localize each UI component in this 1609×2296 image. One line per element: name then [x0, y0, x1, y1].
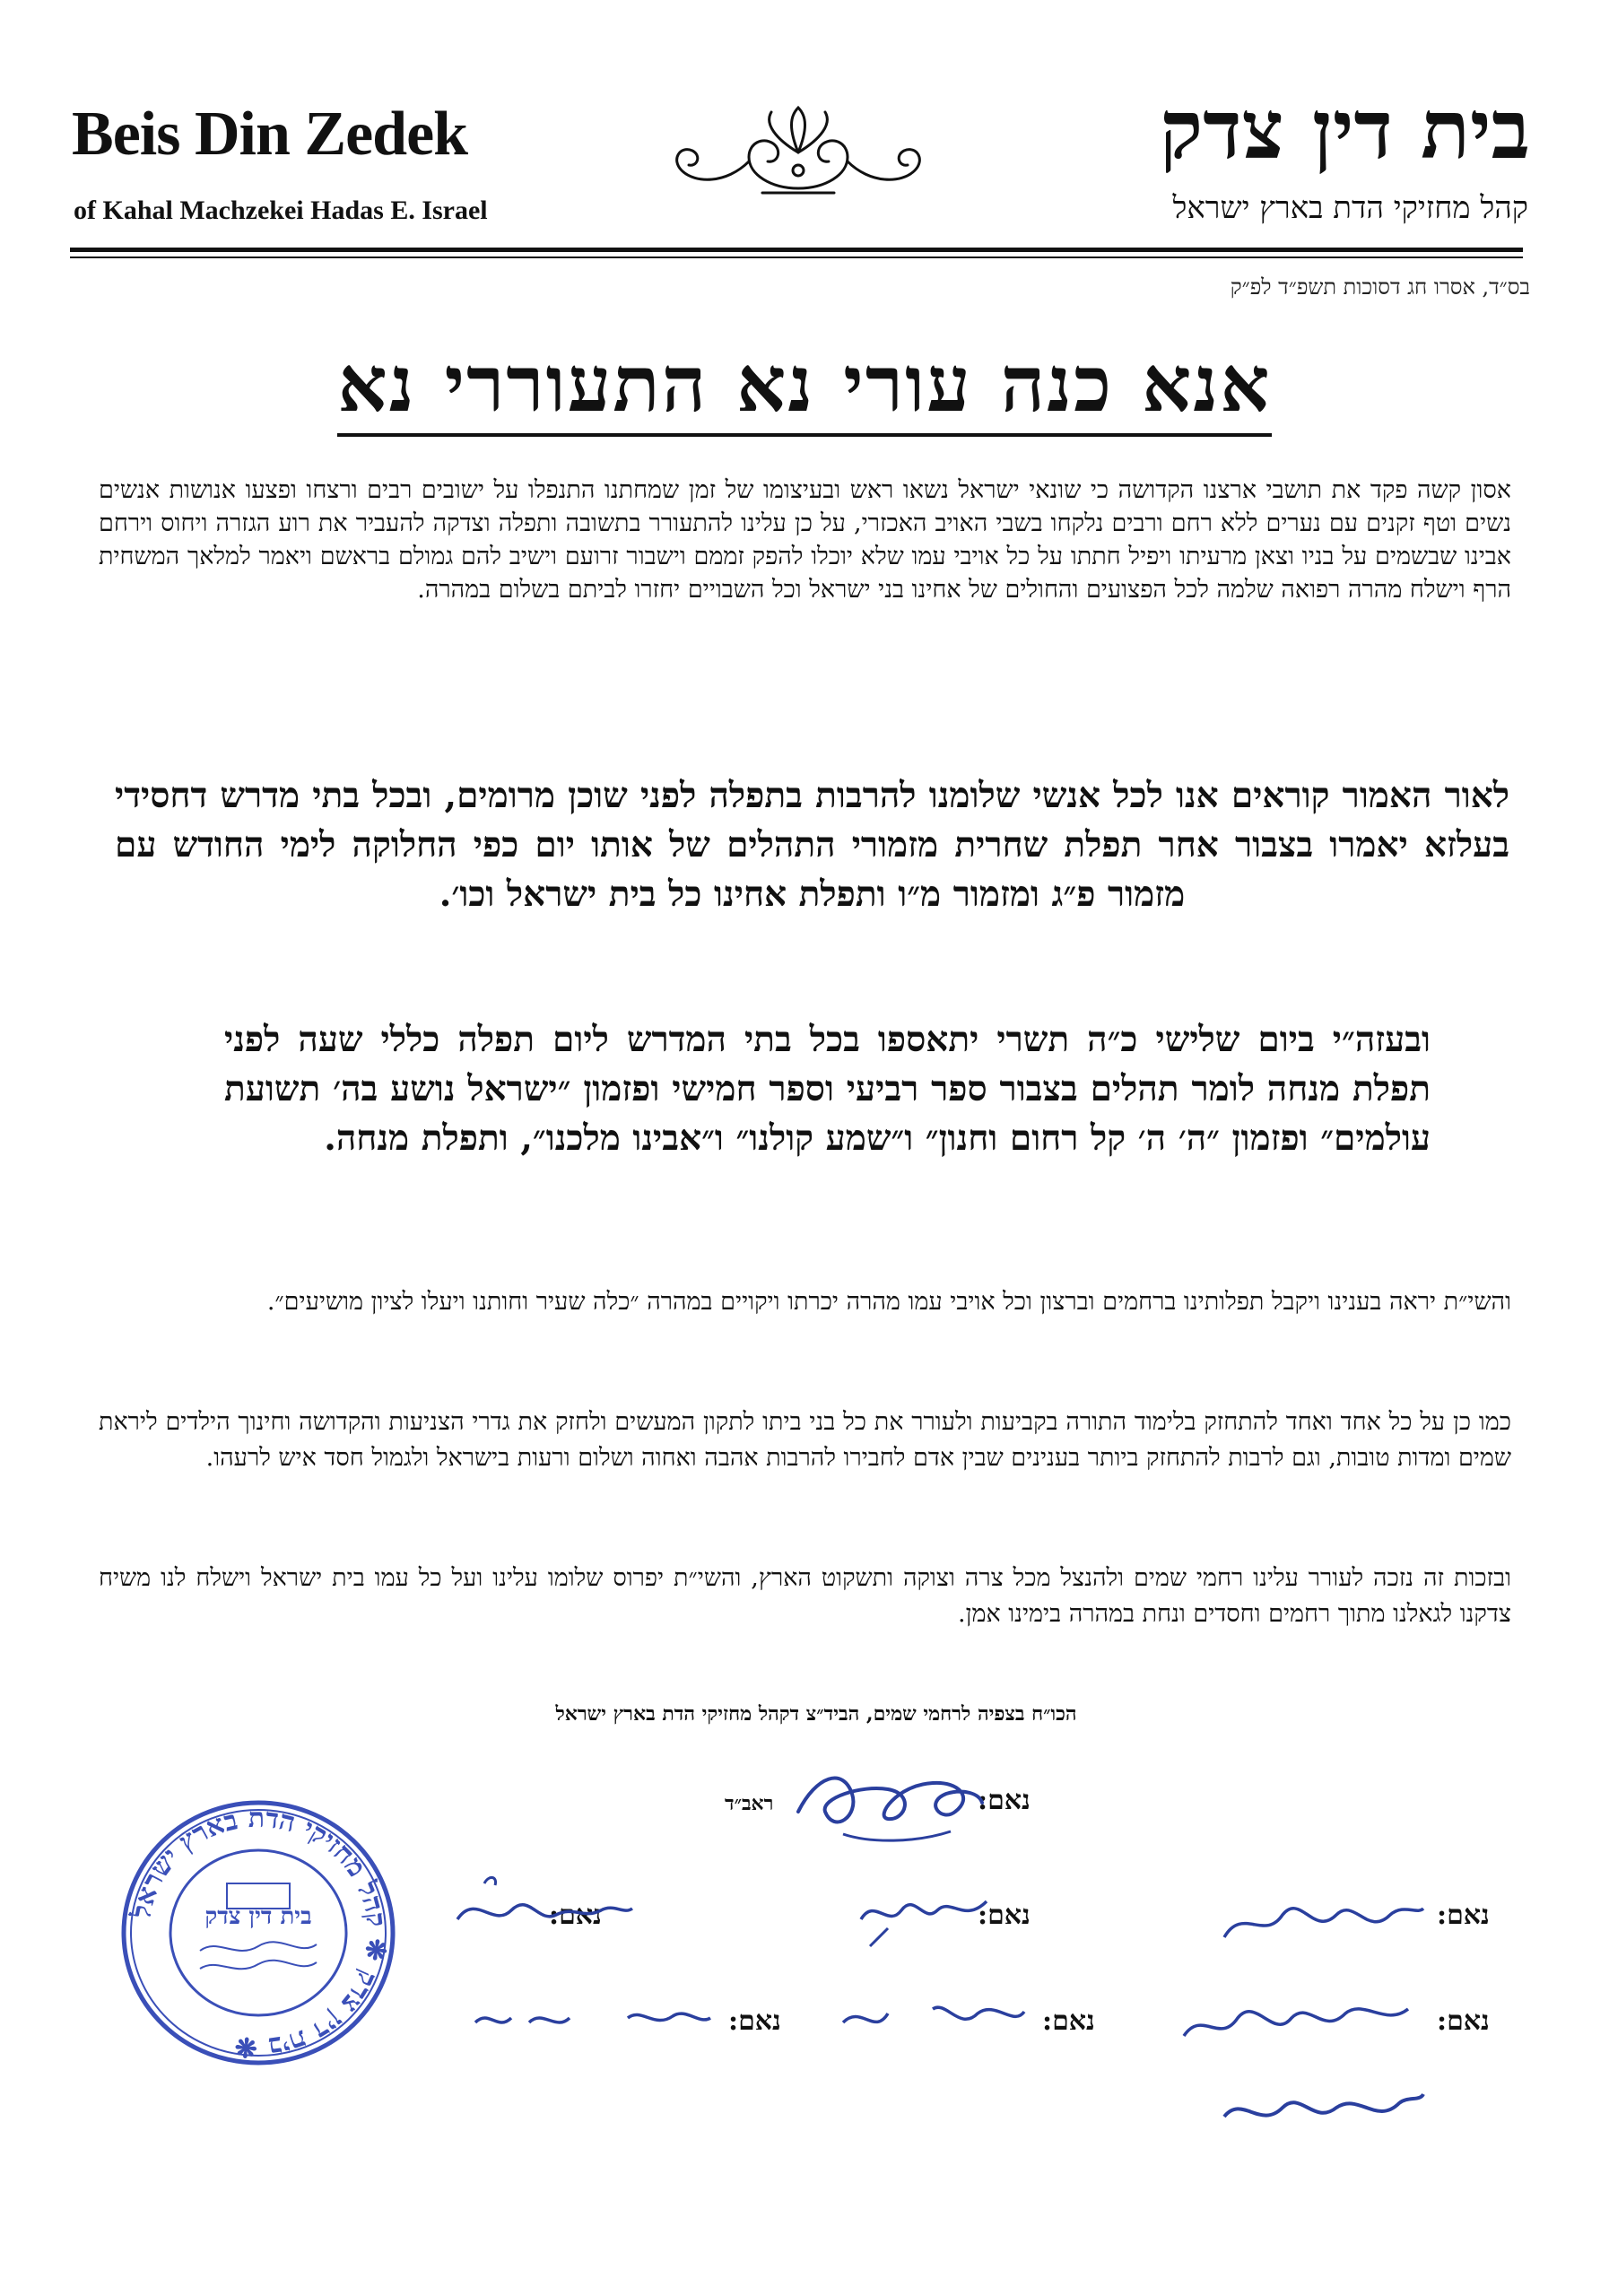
signature-label: נאם:	[978, 1900, 1031, 1931]
seal-ring-text: בית דין צדק ❋ קהל מחזיקי הדת בארץ ישראל ❋	[126, 1802, 393, 2064]
ornament-flourish-icon	[664, 99, 933, 206]
letterhead-hebrew-title: בית דין צדק	[1160, 83, 1530, 178]
headline	[0, 339, 1609, 430]
signature-label: נאם:	[1437, 2005, 1490, 2037]
signature-scrawl	[1215, 1874, 1431, 1964]
signature-label: נאם:	[1042, 2005, 1095, 2037]
paragraph-4: והשי״ת יראה בענינו ויקבל תפלותינו ברחמים וברצון וכל אויבי עמו מהרה יכרתו ויקויים במהרה ״כלה שעיר וחותנו ויעלו לציון מושיעים״.	[266, 1288, 1511, 1316]
paragraph-1: אסון קשה פקד את תושבי ארצנו הקדושה כי שונאי ישראל נשאו ראש ובעיצומו של זמן שמחתנו התנפלו על ישובים רבים ורצחו ופצעו אנושות אנשים נשים וטף זקנים עם נערים ללא רחם ורבים נלקחו בשבי האויב האכזרי, על כן עלינו להתעורר בתשובה ותפלה וצדקה להעביר את רוע הגזרה ויחוס וירחם אבינו שבשמים על בניו וצאן מרעיתו ויפיל חתתו על כל אויבי עמו שלא יוכלו להפק זממם וישבור זרועם וישיב להם גמולם בראשם ויאמר למלאך המשחית הרף וישלח מהרה רפואה שלמה לכל הפצועים והחולים של אחינו בני ישראל וכל השבויים יחזרו לביתם בשלום במהרה.	[99, 476, 1511, 604]
closing-line: הכו״ח בצפיה לרחמי שמים, הביד״צ דקהל מחזיקי הדת בארץ ישראל	[555, 1702, 1077, 1726]
paragraph-2: לאור האמור קוראים אנו לכל אנשי שלומנו להרבות בתפלה לפני שוכן מרומים, ובכל בתי מדרש דחסידי בעלזא יאמרו בצבור אחר תפלת שחרית מזמורי התהלים של אותו יום כפי החלוקה לימי החודש עם מזמור פ״ג ומזמור מ״ו ותפלת אחינו כל בית ישראל וכו׳.	[115, 775, 1509, 915]
signature-scrawl-ravad	[789, 1749, 987, 1857]
letterhead-hebrew-subtitle: קהל מחזיקי הדת בארץ ישראל	[1172, 190, 1528, 226]
letterhead-rule-thin	[70, 257, 1523, 258]
signature-label: נאם:	[549, 1900, 602, 1931]
seal-center-text: בית דין צדק	[204, 1903, 312, 1930]
official-seal-icon	[115, 1794, 402, 2072]
ravad-title: ראב״ד	[725, 1792, 774, 1815]
letterhead-rule-thick	[70, 248, 1523, 252]
signature-scrawl	[466, 1982, 718, 2054]
signature-scrawl	[852, 1874, 996, 1955]
signature-scrawl	[448, 1866, 637, 1955]
signature-label: נאם:	[1437, 1900, 1490, 1931]
paragraph-6: ובזכות זה נזכה לעורר עלינו רחמי שמים ולהנצל מכל צרה וצוקה ותשקוט הארץ, והשי״ת יפרוס שלומו עלינו ועל כל עמו בית ישראל וישלח לנו משיח צדקנו לגאלנו מתוך רחמים וחסדים ונחת במהרה בימינו אמן.	[99, 1564, 1511, 1628]
signature-label: נאם:	[978, 1785, 1031, 1816]
headline-text: אנא כנה עורי נא התעוררי נא	[337, 339, 1271, 437]
letterhead-english-subtitle: of Kahal Machzekei Hadas E. Israel	[74, 196, 488, 225]
signature-scrawl-flourish	[1215, 2067, 1431, 2148]
letterhead-english-title: Beis Din Zedek	[72, 100, 468, 169]
signature-label: נאם:	[728, 2005, 781, 2037]
signature-scrawl	[1175, 1973, 1435, 2072]
dateline: בס״ד, אסרו חג דסוכות תשפ״ד לפ״ק	[1230, 274, 1530, 300]
paragraph-5: כמו כן על כל אחד ואחד להתחזק בלימוד התורה בקביעות ולעורר את כל בני ביתו לתקון המעשים ולחזק את גדרי הצניעות והקדושה וחינוך הילדים ליראת שמים ומדות טובות, וגם לרבות להתחזק ביותר בענינים שבין אדם לחבירו להרבות אהבה ואחוה ושלום ורעות בישראל ולגמול חסד איש לרעהו.	[99, 1408, 1511, 1472]
signature-scrawl	[834, 1978, 1031, 2058]
paragraph-3: ובעזה״י ביום שלישי כ״ה תשרי יתאספו בכל בתי המדרש ליום תפלה כללי שעה לפני תפלת מנחה לומר תהלים בצבור ספר רביעי וספר חמישי ופזמון ״ישראל נושע בה׳ תשועת עולמים״ ופזמון ״ה׳ ה׳ קל רחום וחנון״ ו״שמע קולנו״ ו״אבינו מלכנו״, ותפלת מנחה.	[224, 1019, 1431, 1159]
